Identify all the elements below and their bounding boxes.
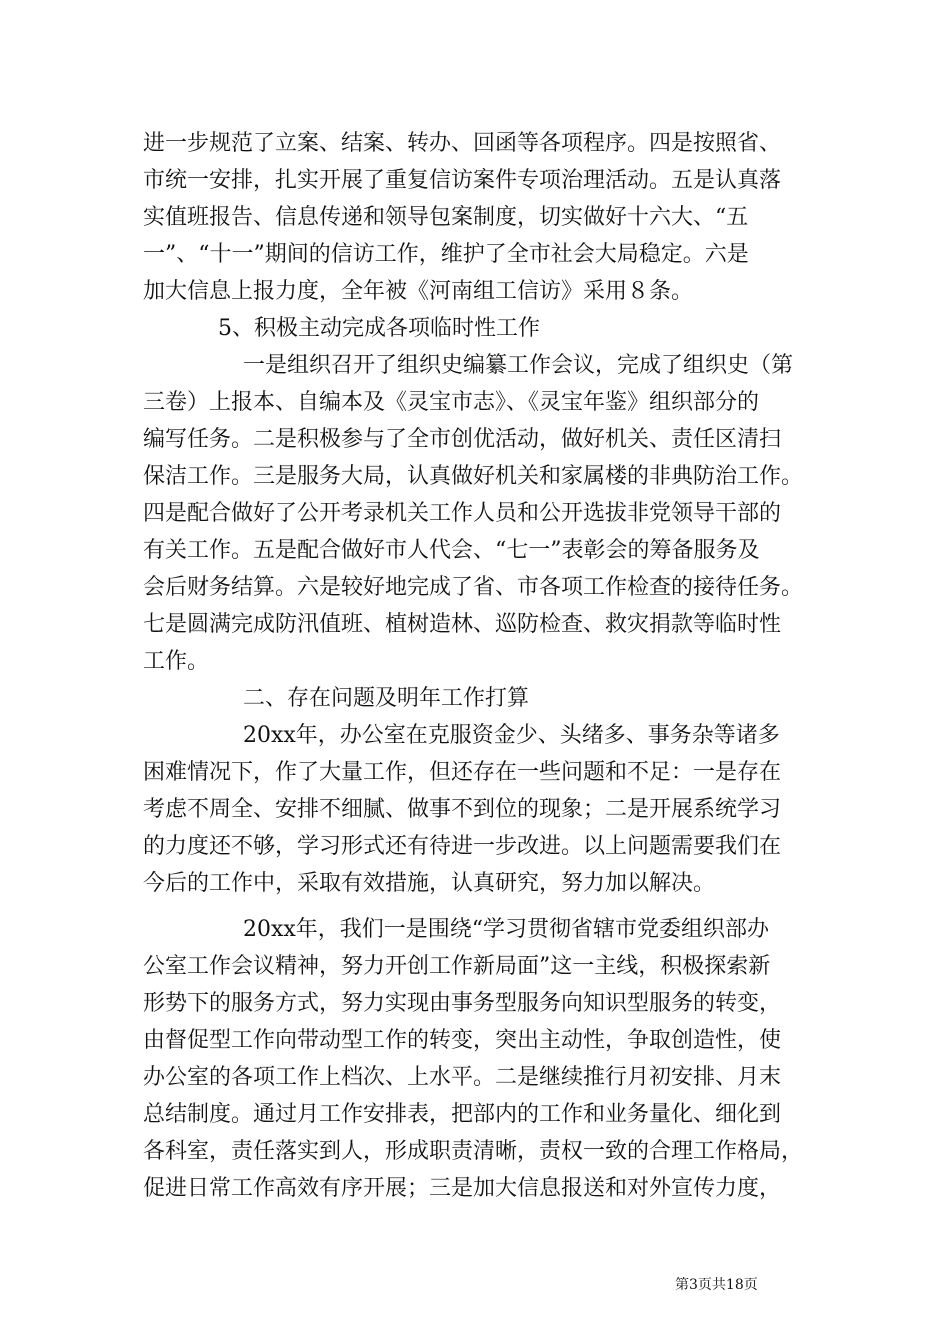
- text-line: 办公室的各项工作上档次、上水平。二是继续推行月初安排、月末: [143, 1065, 782, 1090]
- text-line: 由督促型工作向带动型工作的转变，突出主动性，争取创造性，使: [143, 1028, 782, 1053]
- text-line: 总结制度。通过月工作安排表，把部内的工作和业务量化、细化到: [143, 1102, 782, 1127]
- text-line: 市统一安排，扎实开展了重复信访案件专项治理活动。五是认真落: [143, 168, 782, 193]
- text-line: 今后的工作中，采取有效措施，认真研究，努力加以解决。: [143, 871, 716, 896]
- text-line: 编写任务。二是积极参与了全市创优活动，做好机关、责任区清扫: [143, 427, 782, 452]
- text-line: 工作。: [143, 649, 210, 674]
- text-line: 保洁工作。三是服务大局，认真做好机关和家属楼的非典防治工作。: [143, 464, 804, 489]
- text-line: 一”、“十一”期间的信访工作，维护了全市社会大局稳定。六是: [143, 242, 749, 267]
- text-line: 考虑不周全、安排不细腻、做事不到位的现象；二是开展系统学习: [143, 797, 782, 822]
- paragraph-first-line: 一是组织召开了组织史编纂工作会议，完成了组织史（第: [243, 353, 794, 378]
- text-line: 的力度还不够，学习形式还有待进一步改进。以上问题需要我们在: [143, 834, 782, 859]
- section-heading: 5、积极主动完成各项临时性工作: [218, 316, 540, 341]
- text-line: 各科室，责任落实到人，形成职责清晰，责权一致的合理工作格局，: [143, 1139, 804, 1164]
- text-line: 会后财务结算。六是较好地完成了省、市各项工作检查的接待任务。: [143, 575, 804, 600]
- text-line: 四是配合做好了公开考录机关工作人员和公开选拔非党领导干部的: [143, 501, 782, 526]
- text-line: 形势下的服务方式，努力实现由事务型服务向知识型服务的转变，: [143, 991, 782, 1016]
- text-line: 三卷）上报本、自编本及《灵宝市志》、《灵宝年鉴》组织部分的: [143, 390, 760, 415]
- paragraph-first-line: 20xx年，我们一是围绕“学习贯彻省辖市党委组织部办: [243, 917, 770, 942]
- text-line: 公室工作会议精神，努力开创工作新局面”这一主线，积极探索新: [143, 954, 771, 979]
- paragraph-first-line: 20xx年，办公室在克服资金少、头绪多、事务杂等诸多: [243, 723, 780, 748]
- text-line: 七是圆满完成防汛值班、植树造林、巡防检查、救灾捐款等临时性: [143, 612, 782, 637]
- section-heading: 二、存在问题及明年工作打算: [243, 686, 530, 711]
- text-line: 进一步规范了立案、结案、转办、回函等各项程序。四是按照省、: [143, 131, 782, 156]
- text-line: 加大信息上报力度，全年被《河南组工信访》采用８条。: [143, 279, 694, 304]
- text-line: 促进日常工作高效有序开展；三是加大信息报送和对外宣传力度，: [143, 1176, 782, 1201]
- text-line: 有关工作。五是配合做好市人代会、“七一”表彰会的筹备服务及: [143, 538, 760, 563]
- page-number: 第3页共18页: [675, 1277, 758, 1293]
- text-line: 困难情况下，作了大量工作，但还存在一些问题和不足：一是存在: [143, 760, 782, 785]
- text-line: 实值班报告、信息传递和领导包案制度，切实做好十六大、“五: [143, 205, 749, 230]
